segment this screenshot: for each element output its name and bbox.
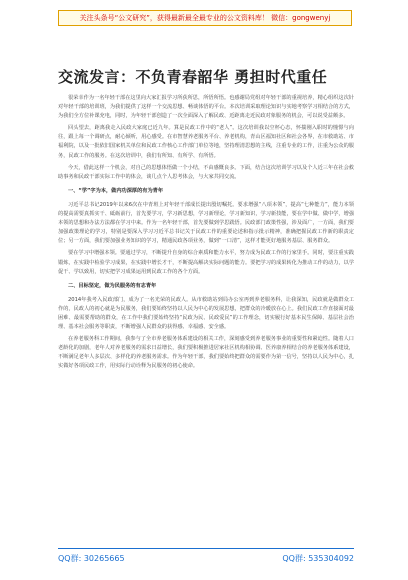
paragraph: 要在学习中增强本领。要通过学习，不断提升自身的综合素质和能力水平，努力成为民政工作的行家里手。同时，要注重实践锻炼，在实践中检验学习成果，在实践中增长才干，不断提高解决实际问题的能力。要把学习的成果转化为推动工作的动力，以学促干、学以致用，切实把学习成果运用到民政工作的各个方面。 bbox=[58, 250, 354, 275]
paragraph: 今天，借此这样一个机会，对自己的思想体悟做一个小结，不由感慨良多。下面，结合这次培训学习以及个人近三年在社会救助事务和民政干部实际工作中的体会，谈几点个人思考体会，与大家共同交流。 bbox=[58, 164, 354, 180]
document-body bbox=[58, 94, 354, 375]
footer-qq-left: QQ群: 30265665 bbox=[58, 554, 125, 563]
footer-qq-right: QQ群: 535304092 bbox=[282, 554, 354, 563]
paragraph: 很荣幸作为一名年轻干部在这里向大家汇报学习所获所思，所悟所悟。也感谢局党组对年轻干部的重视培养，精心组织这次针对年轻干部的培训班，为我们提供了这样一个交流思想、畅谈体悟的平台。本次培训采取理论知识与实地考察学习相结合的方式，为我们全方位补课充电，同时，为年轻干部创造了一次全面深入了解民政、近距离走近民政对象服务的机会，可以说受益颇多。 bbox=[58, 95, 354, 120]
promo-banner: 关注头条号“公文研究”，获得最新最全最专业的公文资料库！ 微信：gongwenyj bbox=[58, 10, 352, 26]
section-heading: 一、“学”字为本，做内功深厚的有为青年 bbox=[68, 187, 164, 194]
paragraph: 回头望去，距离我走入民政大家庭已近九年。算是民政工作中的“老人”。这次培训我以空杯心态，怀揣刚入职时的憧憬与向往，跟上每一个调研点，耐心倾听，用心感受。在市智慧养老服务平台、养老机构，青山区福知社区和社会各界，在市救助站、市福利院，以及一批依旧国家机关单位和民政工作核心工作部门单位等地，坚持理清思想的主线，注重专业的工作，注重为公众的服务，民政工作的服务。在这次培训中，我们有所知、有所学、有所悟。 bbox=[58, 125, 354, 159]
paragraph: 在养老服务科工作期间，我参与了全市养老服务体系建设的相关工作，深刻感受到养老服务事业的重要性和紧迫性。随着人口老龄化的加剧，老年人对养老服务的需求日益增长，我们要积极推进居家社区机构相协调、医养康养相结合的养老服务体系建设，不断满足老年人多层次、多样化的养老服务需求。作为年轻干部，我们要始终把群众的需要作为第一信号，坚持以人民为中心，扎实做好各项民政工作，用实际行动诠释为民服务的初心使命。 bbox=[58, 336, 354, 370]
document-title: 交流发言：不负青春韶华 勇担时代重任 bbox=[58, 68, 328, 86]
paragraph: 习近平总书记2019年以来6次在中青班上对年轻干部成长提出殷切嘱托。要求增强“八项本领”，提高“七种能力”，能力本领的提高需要真抓实干、砥砺前行，首先要学习，学习新思想，学习新理论，学习新知识，学习新技能，要在学中做、做中学，增强本领的思想和办法方法都在学习中来。作为一名年轻干部，首先要做到学思践悟。民政部门政策性强，涉及面广，一方面，我们要加强政策理论的学习，特别是要深入学习习近平总书记关于民政工作的重要论述和指示批示精神，准确把握民政工作新的职责定位；另一方面，我们要加强业务知识的学习，精通民政各项业务，做到“一口清”，这样才能更好地服务基层、服务群众。 bbox=[58, 201, 354, 245]
footer bbox=[58, 548, 354, 564]
section-heading: 二、目标坚定，做为民服务的有志青年 bbox=[68, 282, 157, 289]
paragraph: 2014年我考入民政部门，成为了一名光荣的民政人。从市救助站到局办公室再到养老服务科，让我深知，民政就是做群众工作的，民政人的初心就是为民服务，我们要始终坚持以人民为中心的发展思想，把群众的冷暖放在心上。我们民政工作直接面对最困难、最需要帮助的群众，在工作中我们要始终坚持“民政为民、民政爱民”的工作理念，切实履行好基本民生保障、基层社会治理、基本社会服务等职责，不断增强人民群众的获得感、幸福感、安全感。 bbox=[58, 296, 354, 331]
